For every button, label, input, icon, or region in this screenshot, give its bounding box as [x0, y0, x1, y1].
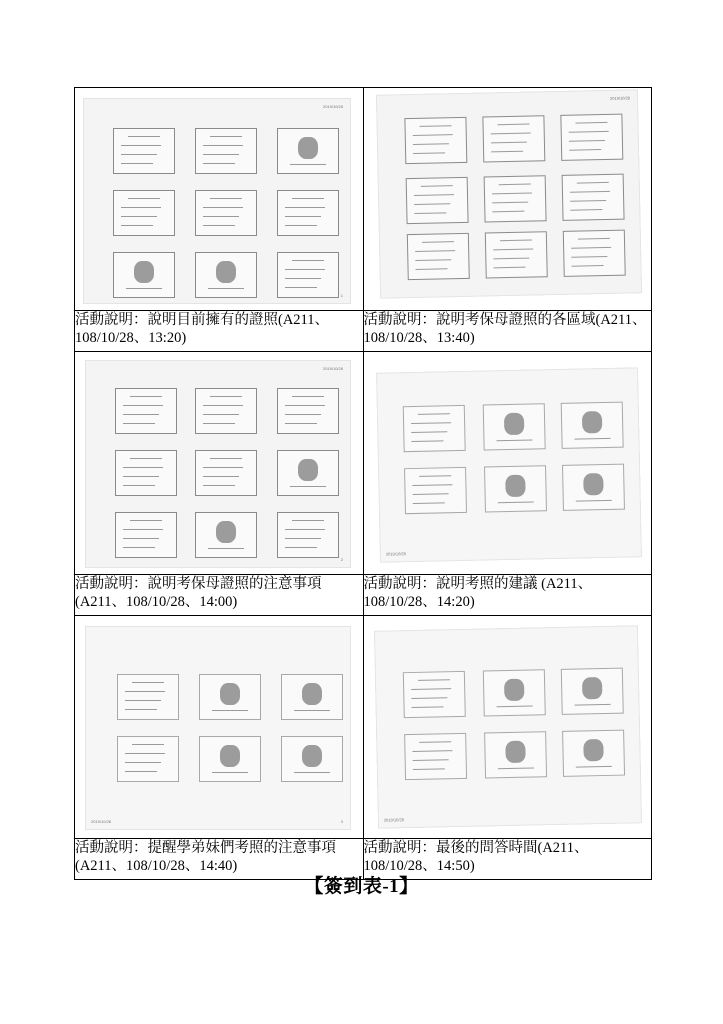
text-line [497, 767, 533, 769]
text-line [128, 198, 160, 199]
text-line [568, 131, 608, 133]
text-line [490, 133, 530, 135]
text-line [568, 140, 604, 142]
slide-thumbnail [117, 674, 179, 720]
text-line [130, 458, 162, 459]
text-line [123, 414, 159, 415]
text-line [411, 431, 447, 433]
handout-sheet [83, 98, 351, 304]
slide-thumbnail [482, 669, 545, 716]
slide-thumbnail [199, 674, 261, 720]
text-line [492, 202, 528, 204]
photo-cell-5 [75, 616, 364, 839]
text-line [412, 750, 452, 752]
text-line [412, 493, 448, 495]
text-line [203, 485, 235, 486]
text-line [412, 768, 444, 770]
text-line [210, 136, 242, 137]
slide-thumbnail [277, 450, 339, 496]
text-line [208, 548, 244, 549]
text-line [493, 249, 533, 251]
text-line [125, 709, 157, 710]
slide-thumbnail [562, 230, 625, 277]
text-line [412, 502, 444, 504]
text-line [123, 476, 159, 477]
slide-thumbnail [195, 512, 257, 558]
slide-thumbnail [484, 731, 547, 778]
text-line [123, 423, 155, 424]
text-line [498, 184, 530, 186]
illustration-icon [505, 475, 525, 497]
text-line [285, 278, 321, 279]
slide-thumbnail [195, 388, 257, 434]
text-line [285, 269, 325, 270]
text-line [417, 413, 449, 415]
sheet-page-number: 3 [340, 819, 343, 824]
text-line [575, 122, 607, 124]
text-line [285, 529, 325, 530]
sheet-date: 2019/10/28 [609, 95, 630, 101]
text-line [417, 679, 449, 681]
text-line [419, 475, 451, 477]
slide-thumbnail [113, 252, 175, 298]
text-line [285, 547, 317, 548]
text-line [290, 164, 326, 165]
text-line [212, 772, 248, 773]
text-line [121, 207, 161, 208]
text-line [203, 423, 235, 424]
text-line [123, 485, 155, 486]
slide-thumbnail [560, 668, 623, 715]
text-line [123, 547, 155, 548]
text-line [121, 145, 161, 146]
text-line [290, 486, 326, 487]
illustration-icon [505, 741, 525, 763]
text-line [203, 163, 235, 164]
slide-thumbnail [277, 388, 339, 434]
caption-4: 活動說明：說明考照的建議 (A211、108/10/28、14:20) [363, 575, 652, 616]
text-line [292, 198, 324, 199]
sheet-date: 2019/10/28 [91, 819, 112, 824]
text-line [203, 225, 235, 226]
text-line [414, 212, 446, 214]
text-line [285, 225, 317, 226]
text-line [497, 124, 529, 126]
text-line [285, 405, 325, 406]
text-line [419, 741, 451, 743]
text-line [577, 238, 609, 240]
text-line [123, 538, 159, 539]
sign-in-sheet-title: 【簽到表-1】 [304, 876, 419, 897]
text-line [203, 207, 243, 208]
text-line [411, 688, 451, 690]
slide-thumbnail [404, 117, 467, 164]
text-line [413, 152, 445, 154]
illustration-icon [216, 521, 236, 543]
photo-cell-4 [363, 352, 652, 575]
text-line [420, 185, 452, 187]
caption-1: 活動說明：說明目前擁有的證照(A211、108/10/28、13:20) [75, 311, 364, 352]
slide-thumbnail [113, 190, 175, 236]
slide-thumbnail [560, 402, 623, 449]
text-line [285, 414, 321, 415]
text-line [208, 288, 244, 289]
slide-thumbnail [562, 464, 625, 511]
text-line [203, 476, 239, 477]
activity-photo-table [74, 87, 652, 880]
illustration-icon [583, 739, 603, 761]
text-line [411, 706, 443, 708]
text-line [285, 423, 317, 424]
text-line [132, 744, 164, 745]
slide-thumbnail [277, 190, 339, 236]
text-line [415, 250, 455, 252]
slide-thumbnail [483, 175, 546, 222]
illustration-icon [302, 745, 322, 767]
illustration-icon [298, 459, 318, 481]
handout-photo-6 [364, 616, 652, 838]
text-line [571, 247, 611, 249]
text-line [496, 440, 532, 442]
text-line [415, 259, 451, 261]
slide-thumbnail [117, 736, 179, 782]
photo-cell-6 [363, 616, 652, 839]
text-line [571, 265, 603, 267]
text-line [203, 216, 239, 217]
sheet-date: 2019/10/28 [322, 104, 343, 109]
text-line [570, 209, 602, 211]
photo-cell-2 [363, 88, 652, 311]
slide-thumbnail [402, 405, 465, 452]
handout-photo-5 [75, 616, 363, 838]
text-line [576, 182, 608, 184]
illustration-icon [302, 683, 322, 705]
text-line [132, 682, 164, 683]
text-line [203, 405, 243, 406]
text-line [123, 405, 163, 406]
text-line [130, 520, 162, 521]
text-line [121, 225, 153, 226]
handout-sheet [85, 360, 351, 568]
text-line [412, 759, 448, 761]
text-line [412, 484, 452, 486]
text-line [412, 134, 452, 136]
slide-thumbnail [405, 177, 468, 224]
text-line [411, 440, 443, 442]
slide-thumbnail [482, 115, 545, 162]
text-line [491, 151, 523, 153]
caption-5: 活動說明：提醒學弟妹們考照的注意事項(A211、108/10/28、14:40) [75, 839, 364, 880]
text-line [203, 145, 243, 146]
text-line [121, 154, 157, 155]
handout-sheet [375, 89, 641, 298]
slide-thumbnail [404, 467, 467, 514]
slide-thumbnail [406, 233, 469, 280]
slide-thumbnail [277, 512, 339, 558]
slide-thumbnail [484, 465, 547, 512]
slide-thumbnail [115, 450, 177, 496]
text-line [125, 753, 165, 754]
text-line [285, 538, 321, 539]
illustration-icon [298, 137, 318, 159]
slide-thumbnail [277, 128, 339, 174]
text-line [499, 240, 531, 242]
handout-photo-1 [75, 88, 363, 310]
text-line [411, 422, 451, 424]
text-line [575, 500, 611, 502]
handout-sheet [373, 625, 641, 828]
text-line [125, 762, 161, 763]
illustration-icon [220, 683, 240, 705]
slide-thumbnail [199, 736, 261, 782]
text-line [570, 200, 606, 202]
caption-2: 活動說明：說明考保母證照的各區域(A211、108/10/28、13:40) [363, 311, 652, 352]
text-line [415, 268, 447, 270]
text-line [203, 414, 239, 415]
illustration-icon [220, 745, 240, 767]
sheet-date: 2019/10/28 [383, 817, 404, 823]
slide-thumbnail [195, 450, 257, 496]
text-line [121, 216, 157, 217]
illustration-icon [503, 679, 523, 701]
text-line [123, 529, 163, 530]
text-line [569, 191, 609, 193]
handout-sheet [85, 626, 351, 830]
text-line [285, 207, 325, 208]
text-line [128, 136, 160, 137]
text-line [121, 163, 153, 164]
caption-6: 活動說明：最後的問答時間(A211、108/10/28、14:50) [363, 839, 652, 880]
slide-thumbnail [484, 231, 547, 278]
text-line [130, 396, 162, 397]
text-line [575, 766, 611, 768]
text-line [126, 288, 162, 289]
sheet-page-number: 2 [340, 557, 343, 562]
text-line [210, 198, 242, 199]
sheet-date: 2019/10/28 [385, 551, 406, 557]
text-line [292, 520, 324, 521]
slide-thumbnail [115, 512, 177, 558]
text-line [492, 211, 524, 213]
illustration-icon [216, 261, 236, 283]
text-line [421, 241, 453, 243]
slide-thumbnail [560, 114, 623, 161]
text-line [294, 710, 330, 711]
slide-thumbnail [561, 174, 624, 221]
slide-thumbnail [113, 128, 175, 174]
text-line [497, 501, 533, 503]
photo-cell-3 [75, 352, 364, 575]
slide-thumbnail [115, 388, 177, 434]
text-line [574, 438, 610, 440]
text-line [125, 700, 161, 701]
text-line [125, 691, 165, 692]
handout-photo-2 [364, 88, 652, 310]
handout-photo-4 [364, 352, 652, 574]
text-line [294, 772, 330, 773]
slide-thumbnail [562, 730, 625, 777]
text-line [493, 258, 529, 260]
sheet-date: 2019/10/28 [322, 366, 343, 371]
text-line [574, 704, 610, 706]
text-line [493, 267, 525, 269]
text-line [123, 467, 163, 468]
illustration-icon [581, 677, 601, 699]
text-line [210, 458, 242, 459]
slide-thumbnail [482, 403, 545, 450]
slide-thumbnail [281, 674, 343, 720]
text-line [125, 771, 157, 772]
illustration-icon [583, 473, 603, 495]
text-line [212, 710, 248, 711]
photo-cell-1 [75, 88, 364, 311]
illustration-icon [134, 261, 154, 283]
text-line [285, 216, 321, 217]
text-line [414, 203, 450, 205]
slide-thumbnail [402, 671, 465, 718]
text-line [571, 256, 607, 258]
text-line [292, 260, 324, 261]
text-line [419, 125, 451, 127]
text-line [292, 396, 324, 397]
text-line [569, 149, 601, 151]
text-line [203, 154, 239, 155]
sheet-page-number: 1 [340, 293, 343, 298]
illustration-icon [581, 411, 601, 433]
slide-thumbnail [195, 128, 257, 174]
slide-thumbnail [404, 733, 467, 780]
text-line [491, 193, 531, 195]
text-line [496, 705, 532, 707]
text-line [210, 396, 242, 397]
slide-thumbnail [195, 252, 257, 298]
text-line [412, 143, 448, 145]
text-line [490, 142, 526, 144]
slide-thumbnail [277, 252, 339, 298]
illustration-icon [503, 413, 523, 435]
slide-thumbnail [281, 736, 343, 782]
text-line [413, 194, 453, 196]
slide-thumbnail [195, 190, 257, 236]
handout-photo-3 [75, 352, 363, 574]
text-line [285, 287, 317, 288]
text-line [411, 697, 447, 699]
text-line [203, 467, 243, 468]
caption-3: 活動說明：說明考保母證照的注意事項(A211、108/10/28、14:00) [75, 575, 364, 616]
handout-sheet [376, 367, 642, 562]
